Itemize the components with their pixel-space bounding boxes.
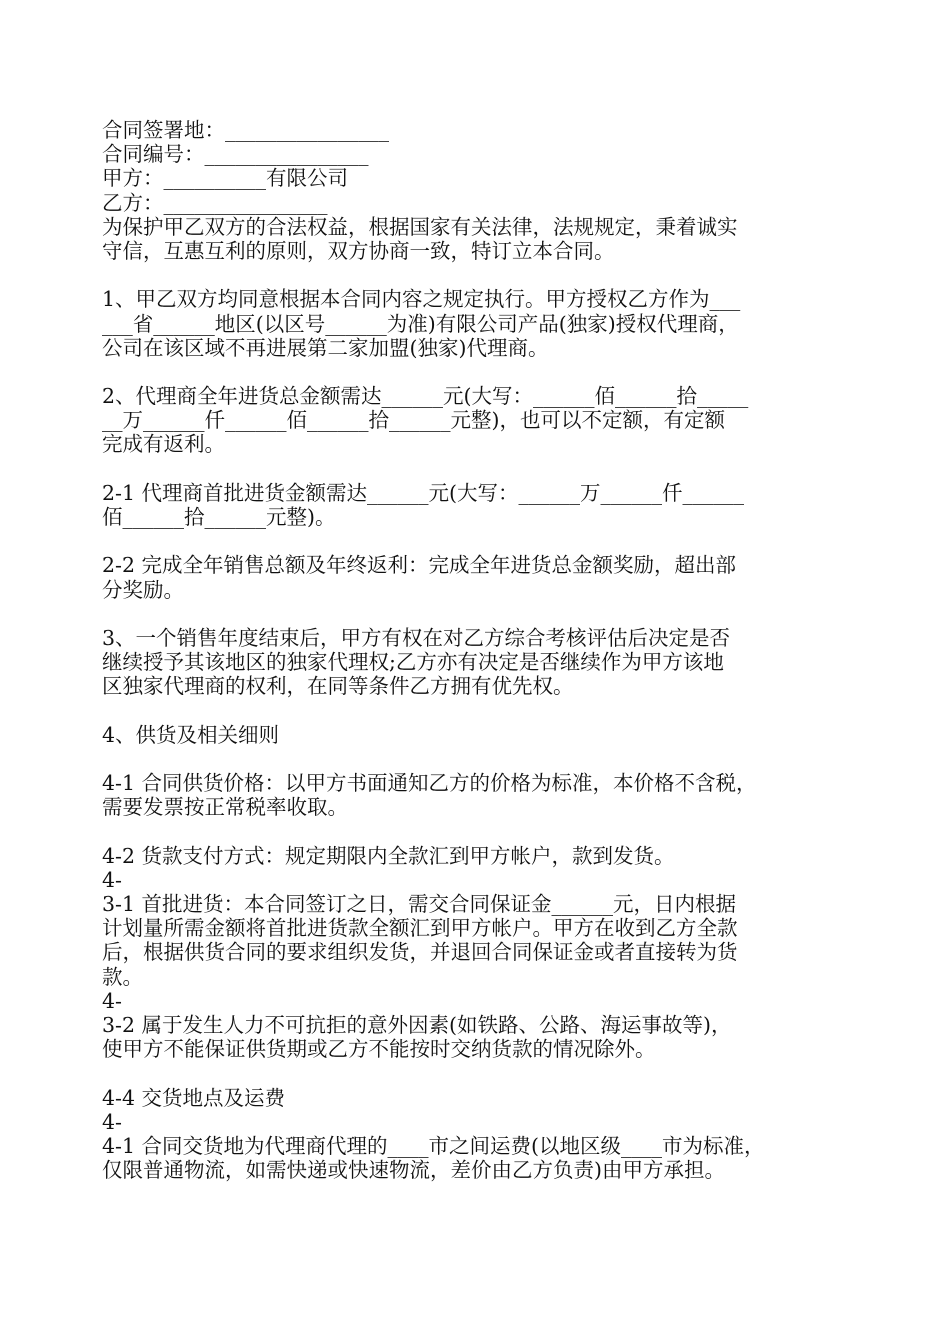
text-line: 守信，互惠互利的原则，双方协商一致，特订立本合同。	[102, 238, 615, 263]
text-line: 需要发票按正常税率收取。	[102, 795, 348, 820]
paragraph-gap	[102, 1061, 862, 1085]
paragraph-clause-3	[102, 626, 862, 699]
paragraph-clause-2-1	[102, 481, 862, 529]
text-line: 4-	[102, 988, 122, 1013]
text-line: 4-1 合同交货地为代理商代理的____市之间运费(以地区级____市为标准，	[102, 1133, 765, 1158]
paragraph-clause-4-4	[102, 1086, 862, 1183]
text-line: ___省______地区(以区号______为准)有限公司产品(独家)授权代理商，	[102, 311, 739, 336]
text-line: 3-1 首批进货：本合同签订之日，需交合同保证金______元，日内根据	[102, 892, 737, 916]
paragraph-clause-4	[102, 723, 862, 747]
paragraph-gap	[102, 602, 862, 626]
text-line: 继续授予其该地区的独家代理权;乙方亦有决定是否继续作为甲方该地	[102, 650, 724, 675]
text-line: 4-	[102, 1109, 122, 1134]
text-line: 公司在该区域不再进展第二家加盟(独家)代理商。	[102, 335, 549, 360]
signing-place-line: 合同签署地：________________	[102, 118, 389, 142]
contract-document	[102, 118, 862, 1182]
contract-header	[102, 118, 862, 215]
contract-number-line: 合同编号：________________	[102, 142, 369, 167]
paragraph-gap	[102, 457, 862, 481]
paragraph-preamble	[102, 215, 862, 263]
text-line: 后，根据供货合同的要求组织发货，并退回合同保证金或者直接转为货	[102, 940, 738, 965]
paragraph-gap	[102, 819, 862, 843]
paragraph-clause-2	[102, 384, 862, 457]
paragraph-clause-4-2	[102, 844, 862, 1062]
paragraph-gap	[102, 529, 862, 553]
text-line: 4-	[102, 867, 122, 892]
text-line: 仅限普通物流，如需快递或快速物流，差价由乙方负责)由甲方承担。	[102, 1158, 725, 1183]
text-line: 区独家代理商的权利，在同等条件乙方拥有优先权。	[102, 674, 574, 699]
text-line: 为保护甲乙双方的合法权益，根据国家有关法律，法规规定，秉着诚实	[102, 214, 738, 239]
paragraph-clause-2-2	[102, 553, 862, 601]
text-line: 2、代理商全年进货总金额需达______元(大写：______佰______拾_____	[102, 384, 749, 409]
text-line: 佰______拾______元整)。	[102, 505, 336, 529]
party-a-line: 甲方：__________有限公司	[102, 166, 348, 191]
paragraph-gap	[102, 747, 862, 771]
paragraph-gap	[102, 360, 862, 384]
paragraph-clause-1	[102, 287, 862, 360]
text-line: 2-1 代理商首批进货金额需达______元(大写：______万______仟______	[102, 480, 745, 505]
text-line: __万______仟______佰______拾______元整)，也可以不定额，有定额	[102, 408, 725, 433]
text-line: 款。	[102, 964, 143, 989]
text-line: 1、甲乙双方均同意根据本合同内容之规定执行。甲方授权乙方作为___	[102, 287, 741, 312]
text-line: 2-2 完成全年销售总额及年终返利：完成全年进货总金额奖励，超出部	[102, 553, 737, 578]
text-line: 3-2 属于发生人力不可抗拒的意外因素(如铁路、公路、海运事故等)，	[102, 1012, 732, 1037]
text-line: 使甲方不能保证供货期或乙方不能按时交纳货款的情况除外。	[102, 1037, 656, 1062]
paragraph-clause-4-1	[102, 771, 862, 819]
text-line: 完成有返利。	[102, 432, 225, 457]
section-heading: 4、供货及相关细则	[102, 722, 280, 747]
text-line: 4-2 货款支付方式：规定期限内全款汇到甲方帐户，款到发货。	[102, 843, 675, 868]
text-line: 分奖励。	[102, 577, 184, 602]
text-line: 3、一个销售年度结束后，甲方有权在对乙方综合考核评估后决定是否	[102, 625, 731, 650]
party-b-line: 乙方：________________	[102, 190, 328, 215]
text-line: 计划量所需金额将首批进货款全额汇到甲方帐户。甲方在收到乙方全款	[102, 916, 738, 941]
paragraph-gap	[102, 263, 862, 287]
section-heading: 4-4 交货地点及运费	[102, 1085, 286, 1110]
paragraph-gap	[102, 699, 862, 723]
text-line: 4-1 合同供货价格：以甲方书面通知乙方的价格为标准，本价格不含税，	[102, 771, 757, 796]
